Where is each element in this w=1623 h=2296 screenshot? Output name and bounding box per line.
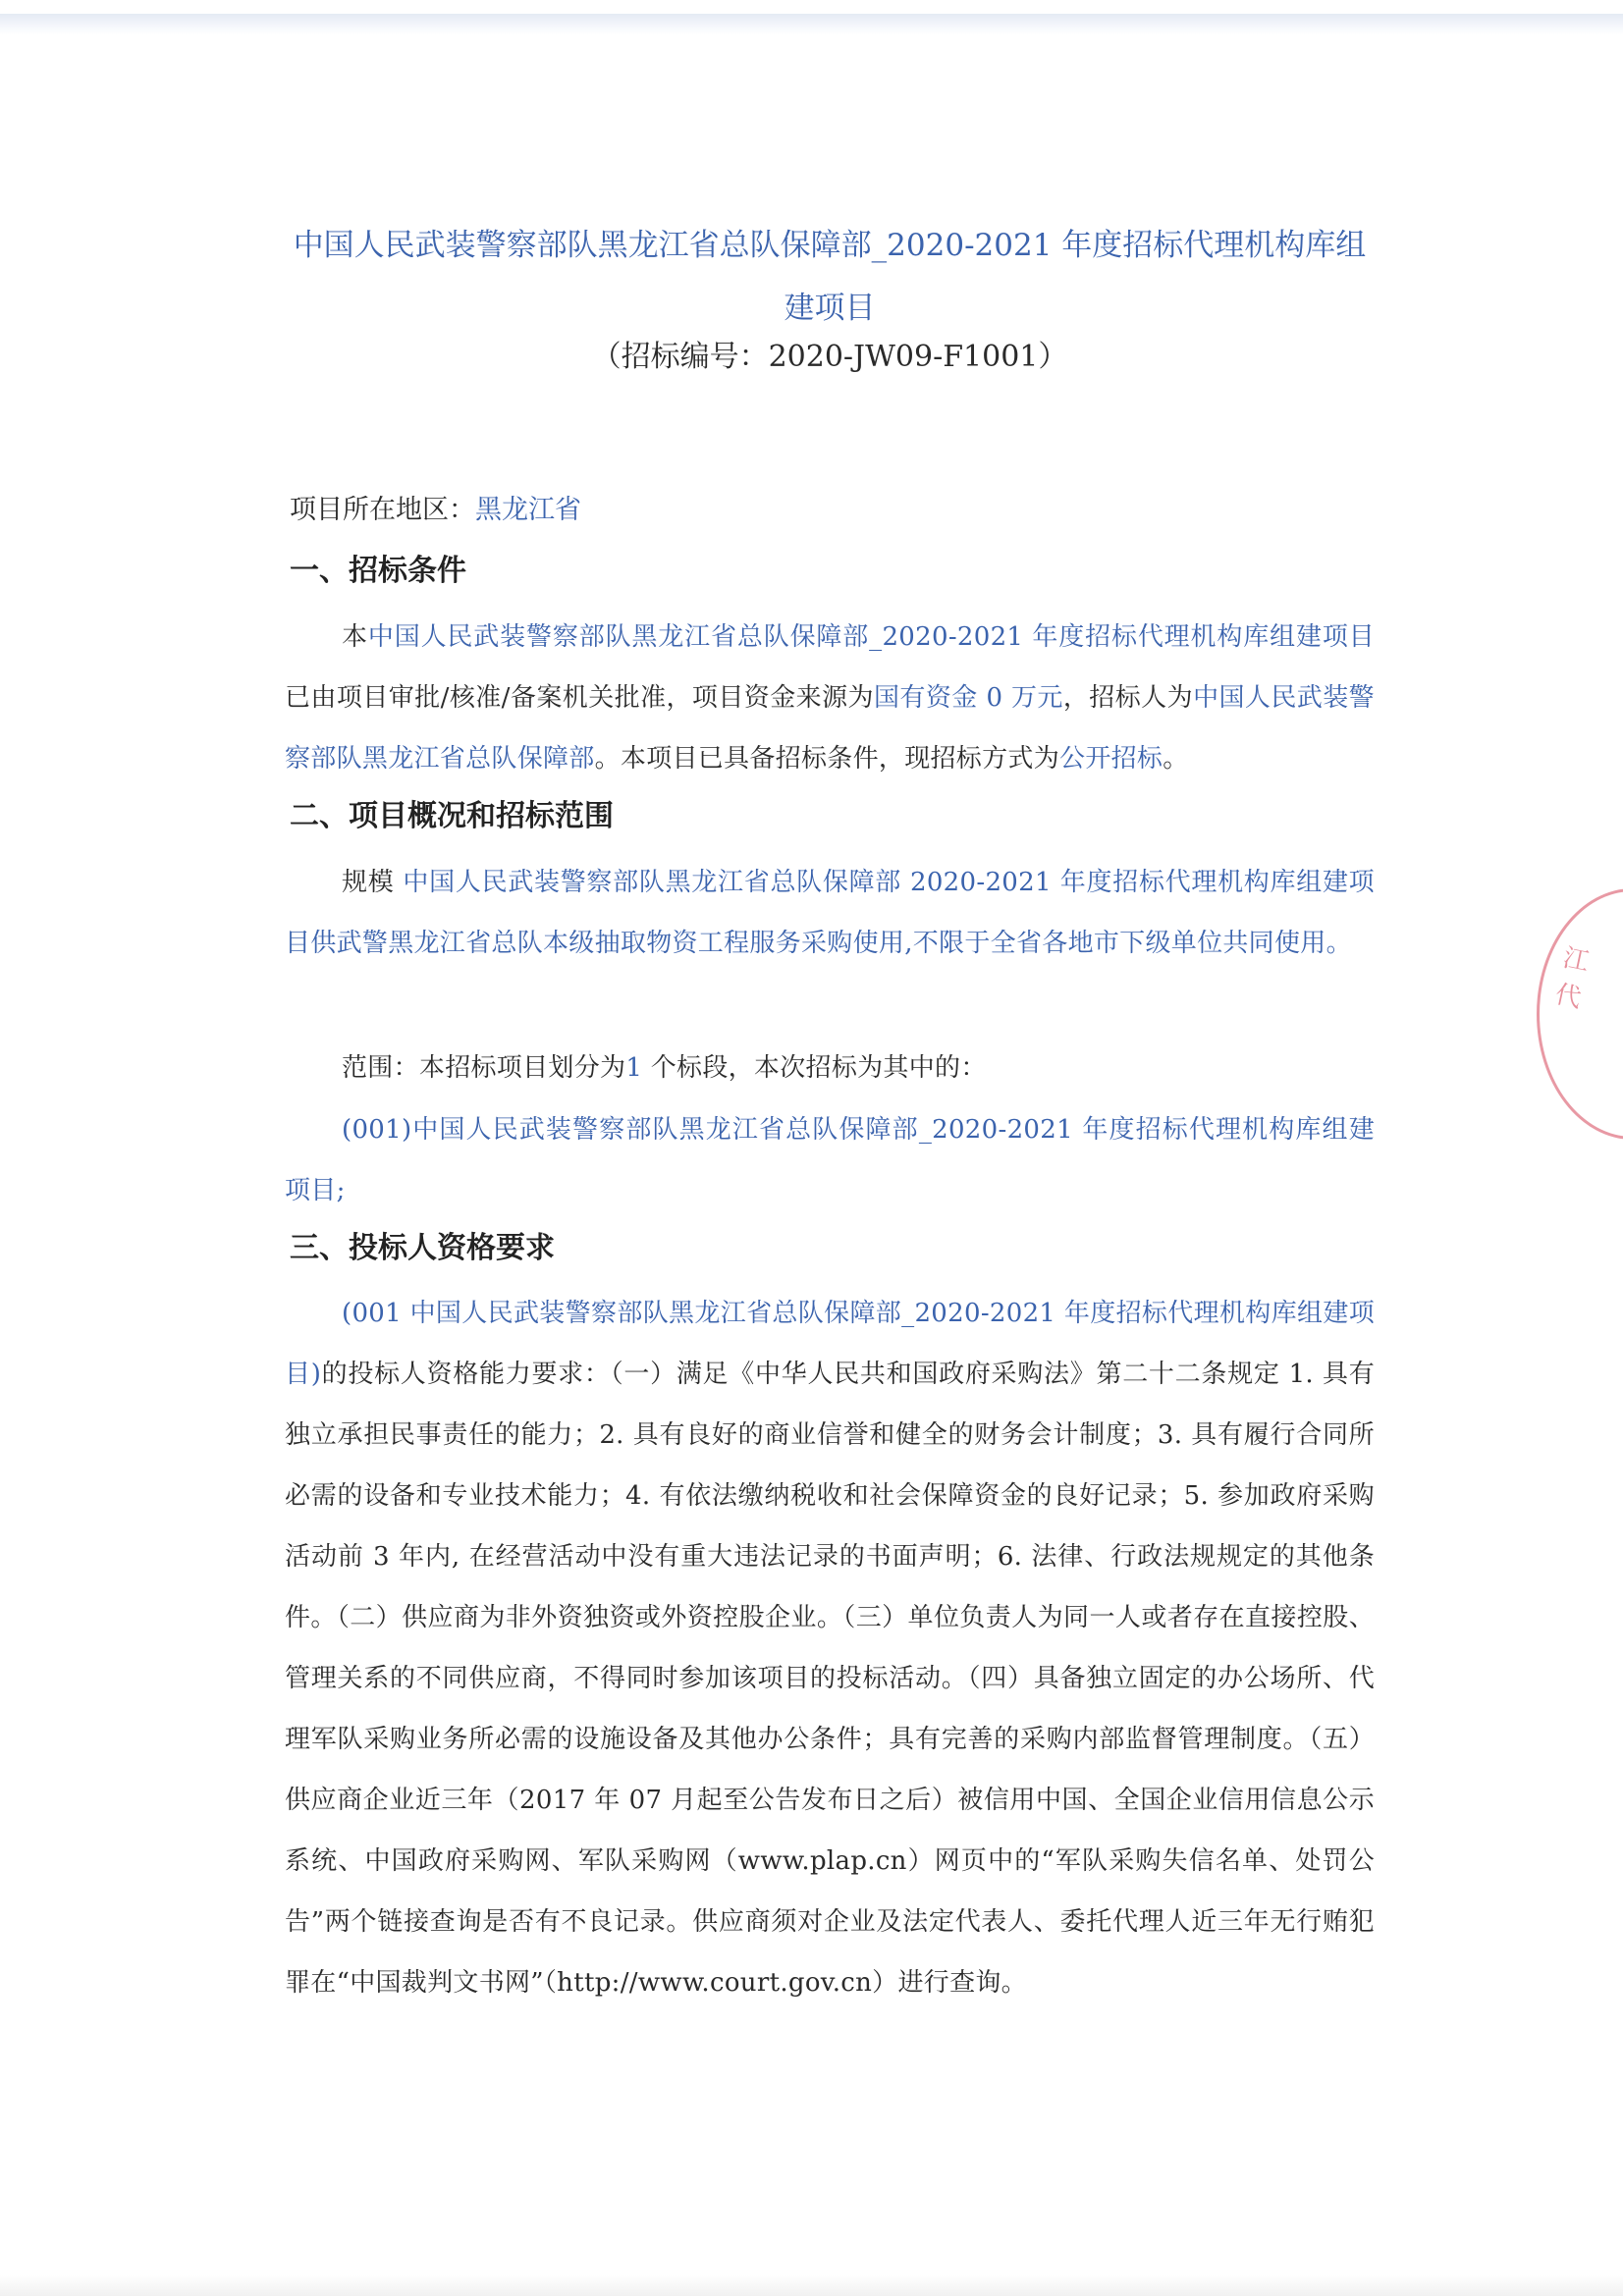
scan-edge-top [0, 14, 1623, 35]
scope-text-1: 范围：本招标项目划分为 [342, 1053, 626, 1083]
conditions-text-1: 本 [342, 622, 368, 652]
conditions-text-4: 。本项目已具备招标条件，现招标方式为 [594, 744, 1060, 774]
scan-edge-bottom [0, 2275, 1623, 2296]
region-value: 黑龙江省 [475, 495, 581, 525]
region-label: 项目所在地区： [290, 495, 475, 525]
conditions-project-name: 中国人民武装警察部队黑龙江省总队保障部_2020-2021 年度招标代理机构库组建项目 [367, 622, 1375, 652]
qualifications-body: 的投标人资格能力要求：（一）满足《中华人民共和国政府采购法》第二十二条规定 1. 具有独立承担民事责任的能力；2. 具有良好的商业信誉和健全的财务会计制度；3. 具有履行合同所必需的设备和专业技术能力；4. 有依法缴纳税收和社会保障资金的良好记录；5. 参加政府采购活动前 3 年内, 在经营活动中没有重大违法记录的书面声明；6. 法律、行政法规规定的其他条件。（二）供应商为非外资独资或外资控股企业。（三）单位负责人为同一人或者存在直接控股、管理关系的不同供应商，不得同时参加该项目的投标活动。（四）具备独立固定的办公场所、代理军队采购业务所必需的设施设备及其他办公条件；具有完善的采购内部监督管理制度。（五）供应商企业近三年（2017 年 07 月起至公告发布日之后）被信用中国、全国企业信用信息公示系统、中国政府采购网、军队采购网（www.plap.cn）网页中的“军队采购失信名单、处罚公告”两个链接查询是否有不良记录。供应商须对企业及法定代表人、委托代理人近三年无行贿犯罪在“中国裁判文书网”（http://www.court.gov.cn）进行查询。 [285, 1360, 1375, 1998]
title-line-2: 建项目 [784, 291, 876, 326]
scope-paragraph [285, 1038, 1375, 1098]
lot-paragraph: (001)中国人民武装警察部队黑龙江省总队保障部_2020-2021 年度招标代理机构库组建项目; [285, 1115, 1375, 1205]
document-title [285, 214, 1375, 340]
conditions-text-2: 已由项目审批/核准/备案机关批准，项目资金来源为 [285, 683, 874, 713]
title-line-1: 中国人民武装警察部队黑龙江省总队保障部_2020-2021 年度招标代理机构库组 [293, 228, 1367, 263]
bidding-conditions-paragraph [285, 607, 1375, 789]
section-heading-overview-scope: 二、项目概况和招标范围 [290, 799, 614, 833]
tender-number: （招标编号：2020-JW09-F1001） [591, 340, 1068, 374]
project-region [290, 491, 581, 530]
scale-paragraph [285, 852, 1375, 974]
conditions-text-3: ，招标人为 [1062, 683, 1194, 713]
scope-lot-count: 1 [625, 1053, 643, 1083]
scale-label: 规模 [342, 868, 395, 897]
qualifications-lot-ref: (001 中国人民武装警察部队黑龙江省总队保障部_2020-2021 年度招标代理机构库组建项目) [285, 1299, 1375, 1389]
conditions-text-5: 。 [1163, 744, 1189, 774]
qualifications-paragraph [285, 1283, 1375, 2013]
conditions-fund-source: 国有资金 0 万元 [874, 683, 1063, 713]
scope-text-2: 个标段，本次招标为其中的： [642, 1053, 987, 1083]
section-heading-bidder-qualifications: 三、投标人资格要求 [290, 1231, 555, 1265]
conditions-method: 公开招标 [1059, 744, 1163, 774]
scale-text: 中国人民武装警察部队黑龙江省总队保障部 2020-2021 年度招标代理机构库组建项目供武警黑龙江省总队本级抽取物资工程服务采购使用,不限于全省各地市下级单位共同使用。 [285, 868, 1375, 958]
section-heading-bidding-conditions: 一、招标条件 [290, 554, 466, 588]
conditions-tenderer: 中国人民武装警察部队黑龙江省总队保障部 [285, 683, 1375, 774]
seal-text: 江代 [1552, 943, 1592, 1014]
